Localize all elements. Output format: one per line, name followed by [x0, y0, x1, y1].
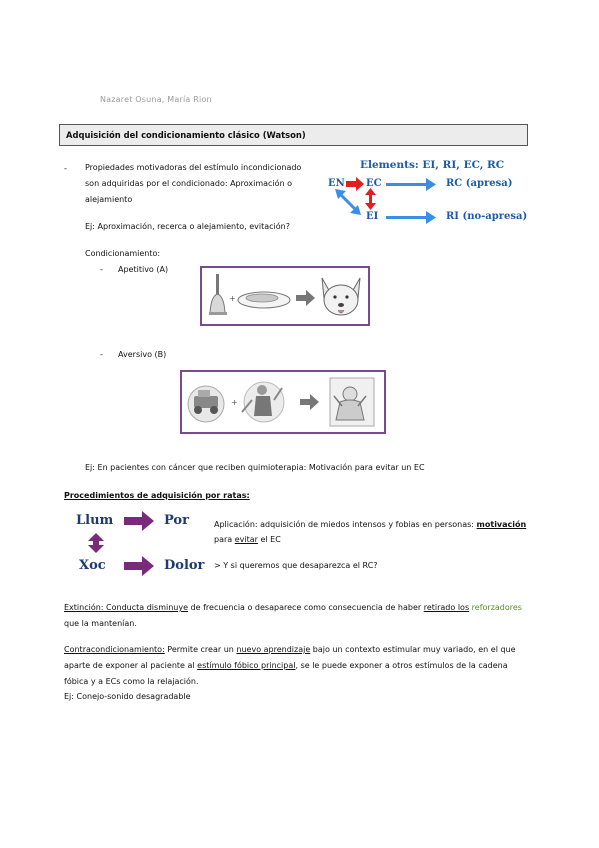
section-title: Adquisición del condicionamiento clásico (Watson)	[66, 130, 306, 140]
blue-diagonal-arrow	[340, 194, 356, 210]
rat-word-por: Por	[164, 513, 189, 528]
paragraph-line-3: alejamiento	[85, 195, 133, 204]
contra-line-3: fóbica y a ECs como la relajación.	[64, 677, 199, 686]
food-plate-icon	[238, 292, 290, 308]
paragraph-line-2: son adquiridas por el condicionado: Aproximación o	[85, 179, 293, 188]
conditioning-heading: Condicionamiento:	[85, 249, 161, 258]
contra-line-2: aparte de exponer al paciente al estímulo fóbico principal, se le puede exponer a otros estímulos de la cadena	[64, 661, 508, 670]
red-double-arrow-down	[365, 203, 376, 210]
diagram-ri: RI (no-apresa)	[446, 211, 528, 222]
sub-item-appetitive: Apetitivo (A)	[118, 265, 169, 274]
question-rc: > Y si queremos que desaparezca el RC?	[214, 561, 378, 570]
dog-head-icon	[322, 278, 360, 315]
scared-person-icon	[330, 378, 374, 426]
application-motivation: motivación	[476, 520, 527, 529]
purple-double-arrow-up	[88, 533, 104, 541]
example-approximation: Ej: Aproximación, recerca o alejamiento, evitación?	[85, 222, 290, 231]
injured-person-icon	[242, 382, 284, 422]
gray-arrow-icon-a	[296, 290, 315, 306]
blue-arrow-ec-rc-shaft	[386, 183, 428, 186]
diagram-ei: EI	[366, 211, 379, 222]
application-evitar: evitar	[234, 535, 258, 544]
diagram-ec: EC	[366, 178, 382, 189]
contra-estimulo-fobico: estímulo fóbico principal	[197, 661, 296, 670]
red-arrow-en-ec	[346, 177, 364, 191]
extinction-line-1	[64, 603, 522, 612]
bullet-dash: -	[64, 164, 67, 173]
author-name: Nazaret Osuna, María Rion	[100, 95, 212, 104]
plus-a: +	[229, 294, 236, 303]
sub-item-dash-a: -	[100, 265, 103, 274]
contra-example: Ej: Conejo-sonido desagradable	[64, 692, 191, 701]
purple-double-arrow-down	[88, 545, 104, 553]
blue-arrow-ei-ri-head	[426, 211, 436, 224]
blue-arrow-ec-rc-head	[426, 178, 436, 191]
gray-arrow-icon-b	[300, 394, 319, 410]
appetitive-illustration	[202, 268, 368, 324]
elements-diagram	[326, 172, 556, 232]
application-line-2	[214, 535, 281, 544]
contra-label: Contracondicionamiento:	[64, 645, 165, 654]
extinction-retirado: retirado los	[423, 603, 470, 612]
contra-nuevo-aprendizaje: nuevo aprendizaje	[236, 645, 311, 654]
rat-diagram-arrows	[80, 508, 160, 578]
application-line-1	[214, 520, 526, 529]
elements-diagram-title: Elements: EI, RI, EC, RC	[360, 159, 505, 171]
diagram-rc: RC (apresa)	[446, 178, 513, 189]
rat-word-xoc: Xoc	[79, 558, 106, 573]
paragraph-line-1: Propiedades motivadoras del estímulo incondicionado	[85, 163, 302, 172]
aversive-illustration	[182, 372, 384, 432]
diagram-en: EN	[328, 178, 345, 189]
purple-arrow-xoc-dolor	[124, 556, 154, 576]
extinction-reforzadores: reforzadores	[471, 603, 522, 612]
bell-icon	[209, 274, 227, 315]
application-el-ec: el EC	[257, 535, 281, 544]
extinction-line-2: que la mantenían.	[64, 619, 137, 628]
plus-b: +	[231, 398, 238, 407]
vehicle-icon	[188, 386, 224, 422]
contra-line-1: Contracondicionamiento: Permite crear un nuevo aprendizaje bajo un contexto estimular muy variado, en el que	[64, 645, 516, 654]
purple-arrow-llum-por	[124, 511, 154, 531]
extinction-label: Extinción: Conducta disminuye	[64, 603, 189, 612]
rat-word-dolor: Dolor	[164, 558, 205, 573]
sub-item-dash-b: -	[100, 350, 103, 359]
blue-arrow-ei-ri-shaft	[386, 216, 428, 219]
red-double-arrow-up	[365, 188, 376, 195]
procedures-heading: Procedimientos de adquisición por ratas:	[64, 491, 250, 500]
application-prefix: Aplicación: adquisición de miedos intensos y fobias en personas:	[214, 520, 477, 529]
extinction-middle: de frecuencia o desaparece como consecuencia de haber	[188, 603, 424, 612]
sub-item-aversive: Aversivo (B)	[118, 350, 167, 359]
image-appetitive-frame	[200, 266, 370, 326]
rat-word-llum: Llum	[76, 513, 114, 528]
application-para: para	[214, 535, 235, 544]
example-chemotherapy: Ej: En pacientes con cáncer que reciben quimioterapia: Motivación para evitar un EC	[85, 463, 425, 472]
image-aversive-frame	[180, 370, 386, 434]
